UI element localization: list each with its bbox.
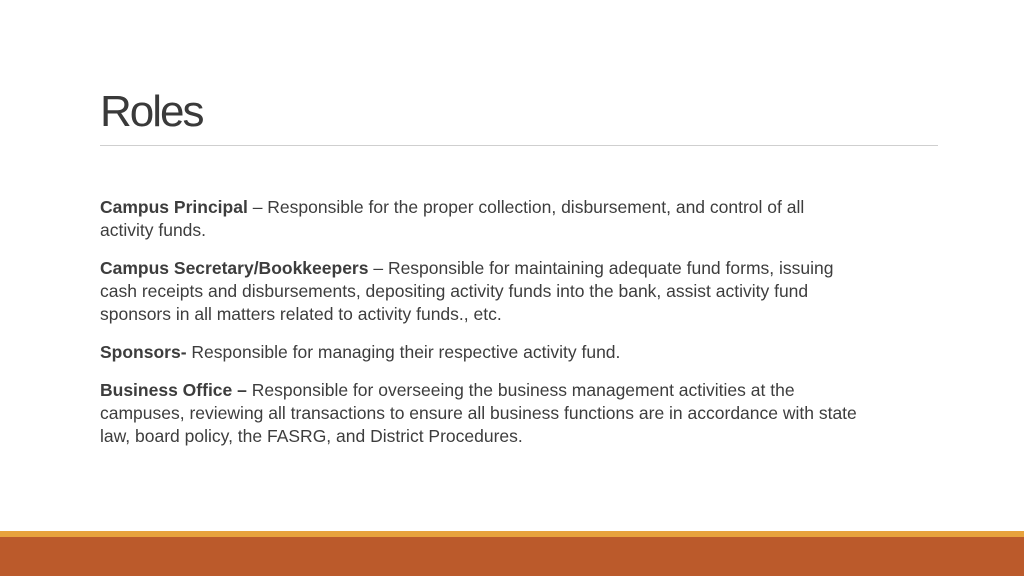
- title-divider: [100, 145, 938, 146]
- role-separator: –: [368, 258, 388, 278]
- role-separator: –: [247, 197, 268, 217]
- role-paragraph-campus-principal: [100, 196, 860, 242]
- role-term: Business Office –: [100, 380, 247, 400]
- role-description: Responsible for overseeing the business management activities at the campuses, reviewing all transactions to ensure all business functions are in accordance with state law, board policy, the FASRG, and District Procedures.: [100, 380, 857, 446]
- role-description: Responsible for maintaining adequate fund forms, issuing cash receipts and disbursements, depositing activity funds into the bank, assist activity fund sponsors in all matters related to activity funds., etc.: [100, 258, 834, 324]
- role-description: Responsible for the proper collection, disbursement, and control of all activity funds.: [100, 197, 805, 240]
- role-description: Responsible for managing their respective activity fund.: [191, 342, 621, 362]
- role-term: Sponsors-: [100, 342, 187, 362]
- role-paragraph-campus-secretary: [100, 257, 860, 326]
- role-paragraph-business-office: [100, 379, 860, 448]
- footer-bar: [0, 537, 1024, 576]
- role-paragraph-sponsors: [100, 341, 860, 364]
- slide-title: Roles: [100, 87, 203, 136]
- role-term: Campus Secretary/Bookkeepers: [100, 258, 369, 278]
- role-term: Campus Principal: [100, 197, 248, 217]
- slide-body: [100, 196, 860, 463]
